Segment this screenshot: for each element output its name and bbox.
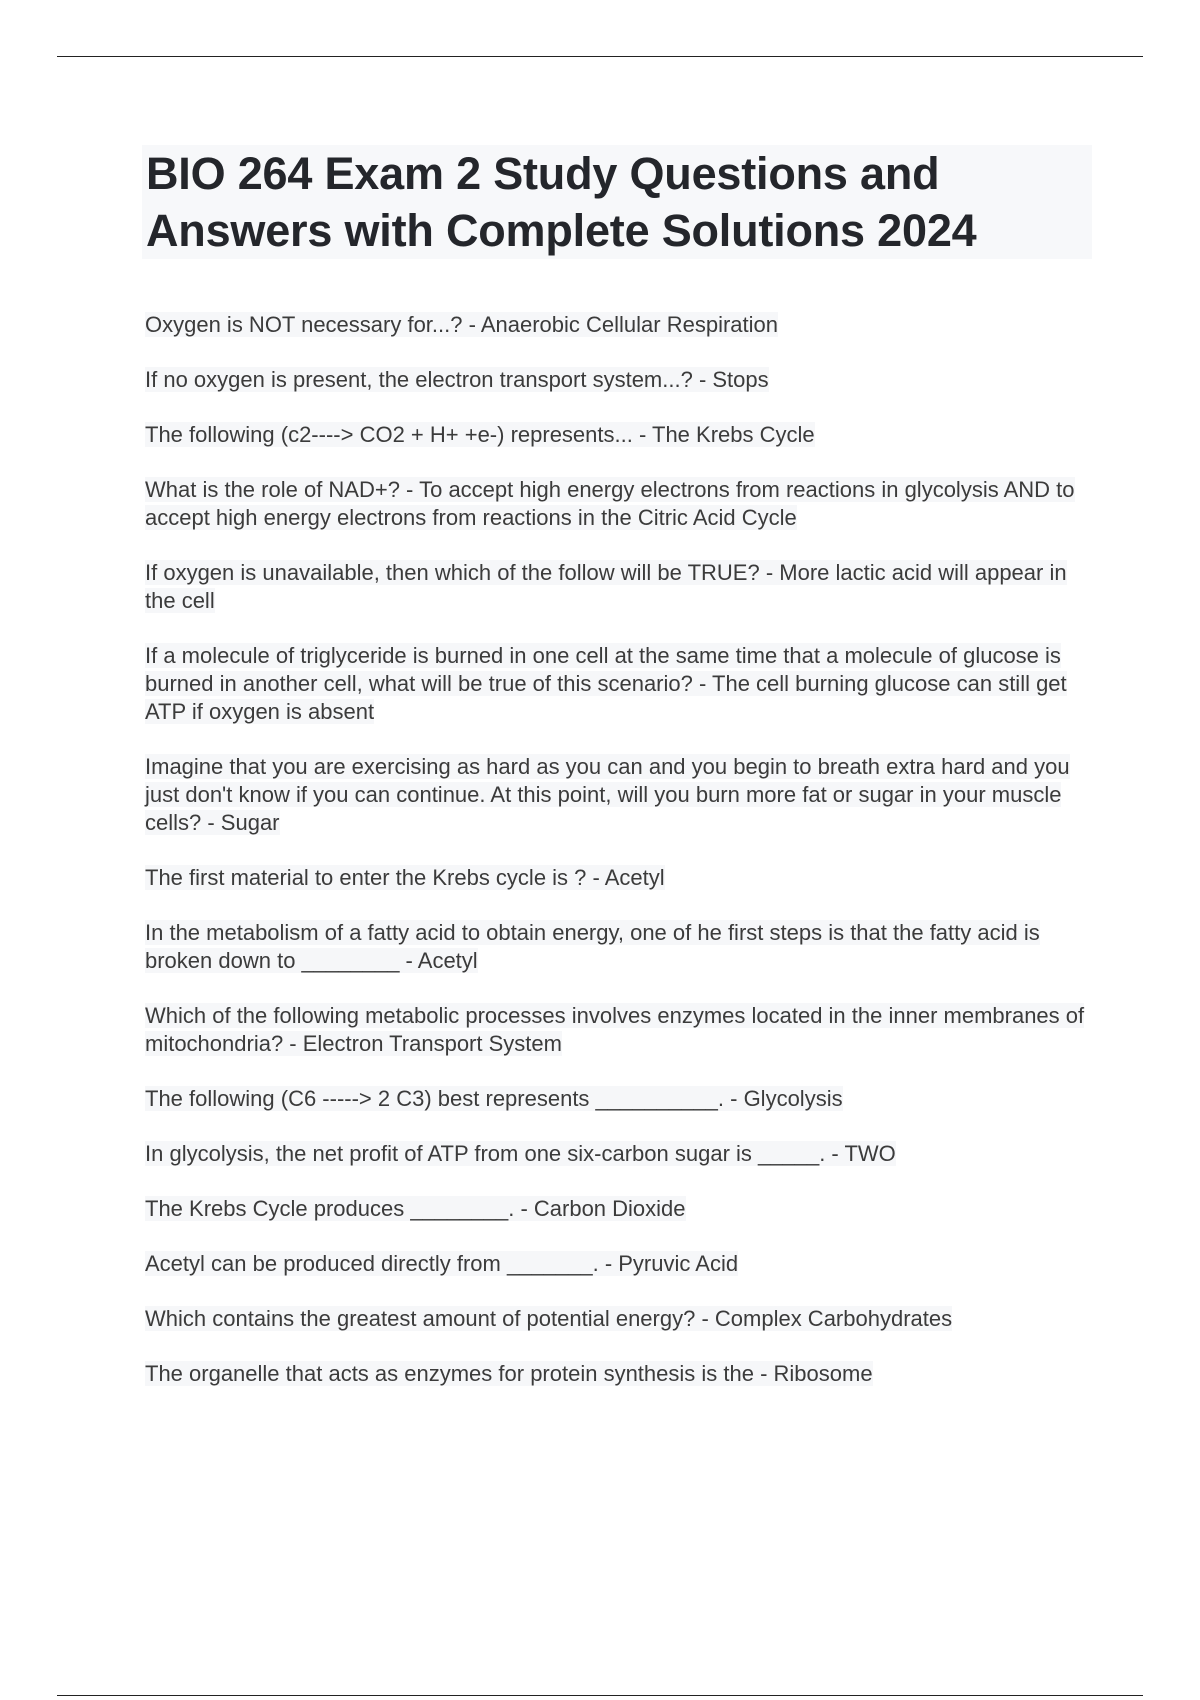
qa-item [145, 366, 1095, 394]
bottom-rule [57, 1695, 1143, 1696]
qa-item [145, 421, 1095, 449]
qa-text: Which contains the greatest amount of potential energy? - Complex Carbohydrates [145, 1306, 953, 1331]
qa-text: The following (C6 -----> 2 C3) best represents __________. - Glycolysis [145, 1086, 843, 1111]
qa-text: If no oxygen is present, the electron transport system...? - Stops [145, 367, 769, 392]
qa-text: The Krebs Cycle produces ________. - Carbon Dioxide [145, 1196, 686, 1221]
qa-text: If a molecule of triglyceride is burned in one cell at the same time that a molecule of glucose is burned in another cell, what will be true of this scenario? - The cell burning glucose can still get ATP if oxygen is absent [145, 643, 1067, 724]
qa-item [145, 1305, 1095, 1333]
qa-item [145, 642, 1095, 726]
qa-text: In the metabolism of a fatty acid to obtain energy, one of he first steps is that the fatty acid is broken down to ________ - Acetyl [145, 920, 1040, 973]
qa-item [145, 1360, 1095, 1388]
qa-item [145, 753, 1095, 837]
qa-text: The first material to enter the Krebs cycle is ? - Acetyl [145, 865, 665, 890]
qa-item [145, 1140, 1095, 1168]
qa-item [145, 919, 1095, 975]
top-rule [57, 56, 1143, 57]
document-title: BIO 264 Exam 2 Study Questions and Answers with Complete Solutions 2024 [146, 148, 977, 256]
qa-text: Which of the following metabolic processes involves enzymes located in the inner membranes of mitochondria? - Electron Transport System [145, 1003, 1085, 1056]
qa-text: Oxygen is NOT necessary for...? - Anaerobic Cellular Respiration [145, 312, 778, 337]
qa-text: Acetyl can be produced directly from _______. - Pyruvic Acid [145, 1251, 739, 1276]
qa-item [145, 559, 1095, 615]
qa-text: Imagine that you are exercising as hard as you can and you begin to breath extra hard and you just don't know if you can continue. At this point, will you burn more fat or sugar in your muscle cells? - Sugar [145, 754, 1070, 835]
qa-item [145, 864, 1095, 892]
title-block [142, 145, 1092, 259]
qa-item [145, 1195, 1095, 1223]
qa-item [145, 1002, 1095, 1058]
qa-list [145, 311, 1095, 1415]
qa-item [145, 1250, 1095, 1278]
qa-item [145, 1085, 1095, 1113]
qa-item [145, 311, 1095, 339]
qa-item [145, 476, 1095, 532]
qa-text: If oxygen is unavailable, then which of the follow will be TRUE? - More lactic acid will appear in the cell [145, 560, 1067, 613]
qa-text: The following (c2----> CO2 + H+ +e-) represents... - The Krebs Cycle [145, 422, 815, 447]
qa-text: What is the role of NAD+? - To accept high energy electrons from reactions in glycolysis AND to accept high energy electrons from reactions in the Citric Acid Cycle [145, 477, 1075, 530]
qa-text: The organelle that acts as enzymes for protein synthesis is the - Ribosome [145, 1361, 873, 1386]
qa-text: In glycolysis, the net profit of ATP from one six-carbon sugar is _____. - TWO [145, 1141, 896, 1166]
